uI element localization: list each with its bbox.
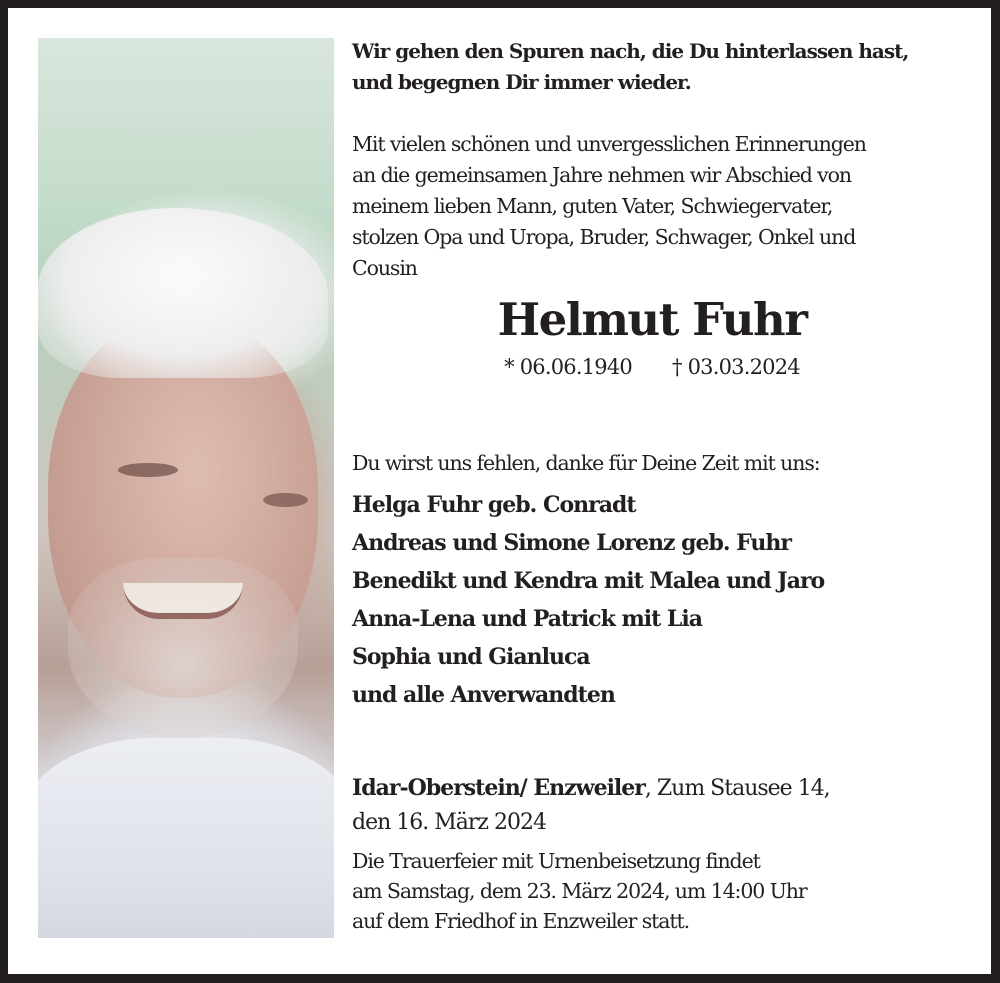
photo-eye-right bbox=[263, 493, 308, 507]
intro-line: an die gemeinsamen Jahre nehmen wir Abschied von bbox=[352, 163, 852, 187]
death-date: † 03.03.2024 bbox=[672, 355, 800, 379]
service-line: auf dem Friedhof in Enzweiler statt. bbox=[352, 909, 690, 933]
photo-eye-left bbox=[118, 463, 178, 477]
photo-shirt bbox=[38, 738, 334, 938]
intro-line: stolzen Opa und Uropa, Bruder, Schwager, Onkel und bbox=[352, 225, 856, 249]
place-and-date bbox=[352, 771, 972, 840]
photo-hair bbox=[38, 208, 328, 378]
intro-line: Mit vielen schönen und unvergesslichen Erinnerungen bbox=[352, 132, 866, 156]
service-info bbox=[352, 846, 972, 936]
intro-line: meinem lieben Mann, guten Vater, Schwiegervater, bbox=[352, 194, 833, 218]
mourners-list bbox=[352, 486, 972, 714]
mourner: Benedikt und Kendra mit Malea und Jaro bbox=[352, 568, 825, 594]
mourner: Andreas und Simone Lorenz geb. Fuhr bbox=[352, 530, 791, 556]
portrait-photo bbox=[38, 38, 334, 938]
motto-line: und begegnen Dir immer wieder. bbox=[352, 70, 691, 94]
date-line: den 16. März 2024 bbox=[352, 810, 546, 835]
place-line bbox=[352, 771, 972, 806]
mourner: Sophia und Gianluca bbox=[352, 644, 590, 670]
mourner: Helga Fuhr geb. Conradt bbox=[352, 492, 636, 518]
mourner: und alle Anverwandten bbox=[352, 682, 615, 708]
thanks-line: Du wirst uns fehlen, danke für Deine Zeit mit uns: bbox=[352, 451, 820, 475]
life-dates bbox=[352, 352, 952, 382]
service-line: am Samstag, dem 23. März 2024, um 14:00 Uhr bbox=[352, 879, 807, 903]
deceased-name: Helmut Fuhr bbox=[497, 293, 807, 346]
motto bbox=[352, 36, 972, 98]
intro-line: Cousin bbox=[352, 256, 417, 280]
birth-date: * 06.06.1940 bbox=[504, 355, 632, 379]
photo-smile bbox=[123, 583, 243, 619]
intro-paragraph bbox=[352, 129, 972, 284]
place-name: Idar-Oberstein/ Enzweiler bbox=[352, 775, 645, 801]
service-line: Die Trauerfeier mit Urnenbeisetzung findet bbox=[352, 849, 760, 873]
address: , Zum Stausee 14, bbox=[644, 776, 830, 801]
motto-line: Wir gehen den Spuren nach, die Du hinterlassen hast, bbox=[352, 39, 909, 63]
mourner: Anna-Lena und Patrick mit Lia bbox=[352, 606, 703, 632]
